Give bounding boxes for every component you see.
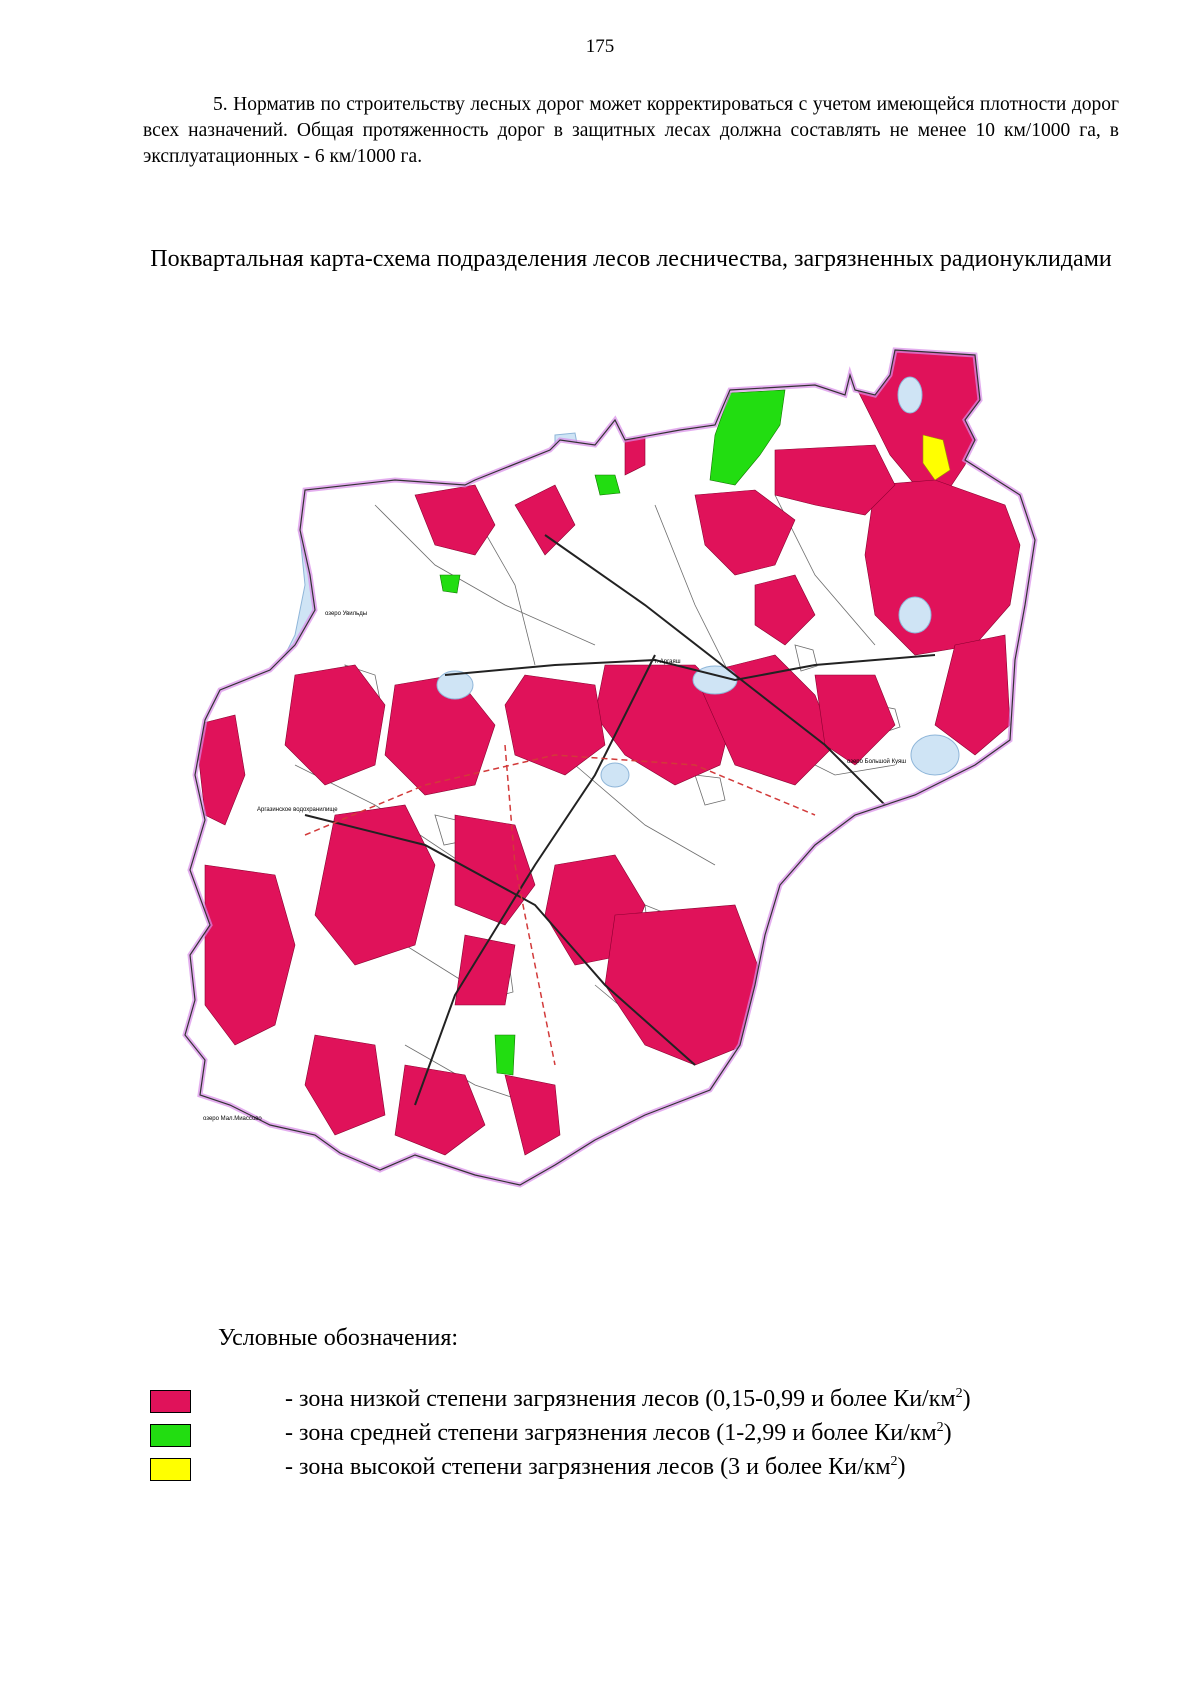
map-label-lake-uvildy: озеро Увильды xyxy=(325,611,368,617)
map-title: Поквартальная карта-схема подразделения лесов лесничества, загрязненных радионуклидами xyxy=(150,246,1112,272)
map-label-argayash: г. Аргаяш xyxy=(655,659,681,665)
map-label-lake-argazi: Аргазинское водохранилище xyxy=(257,807,338,813)
legend-swatch-medium xyxy=(150,1424,191,1447)
legend-text-high: - зона высокой степени загрязнения лесов (3 и более $Ки/км^2$) xyxy=(285,1454,906,1480)
page-number: 175 xyxy=(585,36,615,57)
body-paragraph: 5. Норматив по строительству лесных дорог может корректироваться с учетом имеющейся плотности дорог всех назначений. Общая протяженность дорог в защитных лесах должна составлять не менее 10 км/1000 га, в эксплуатационных - 6 км/1000 га. xyxy=(143,94,1119,167)
forest-contamination-map xyxy=(175,345,1125,1295)
legend-swatch-high xyxy=(150,1458,191,1481)
map-label-lake-malyi: озеро Мал.Миассово xyxy=(203,1116,262,1122)
map-label-lake-bolshoy: озеро Большой Куяш xyxy=(847,759,907,765)
legend-heading: Условные обозначения: xyxy=(218,1325,459,1351)
legend-text-medium: - зона средней степени загрязнения лесов (1-2,99 и более $Ки/км^2$) xyxy=(285,1420,952,1446)
legend-swatch-low xyxy=(150,1390,191,1413)
legend-text-low: - зона низкой степени загрязнения лесов (0,15-0,99 и более $Ки/км^2$) xyxy=(285,1386,971,1412)
